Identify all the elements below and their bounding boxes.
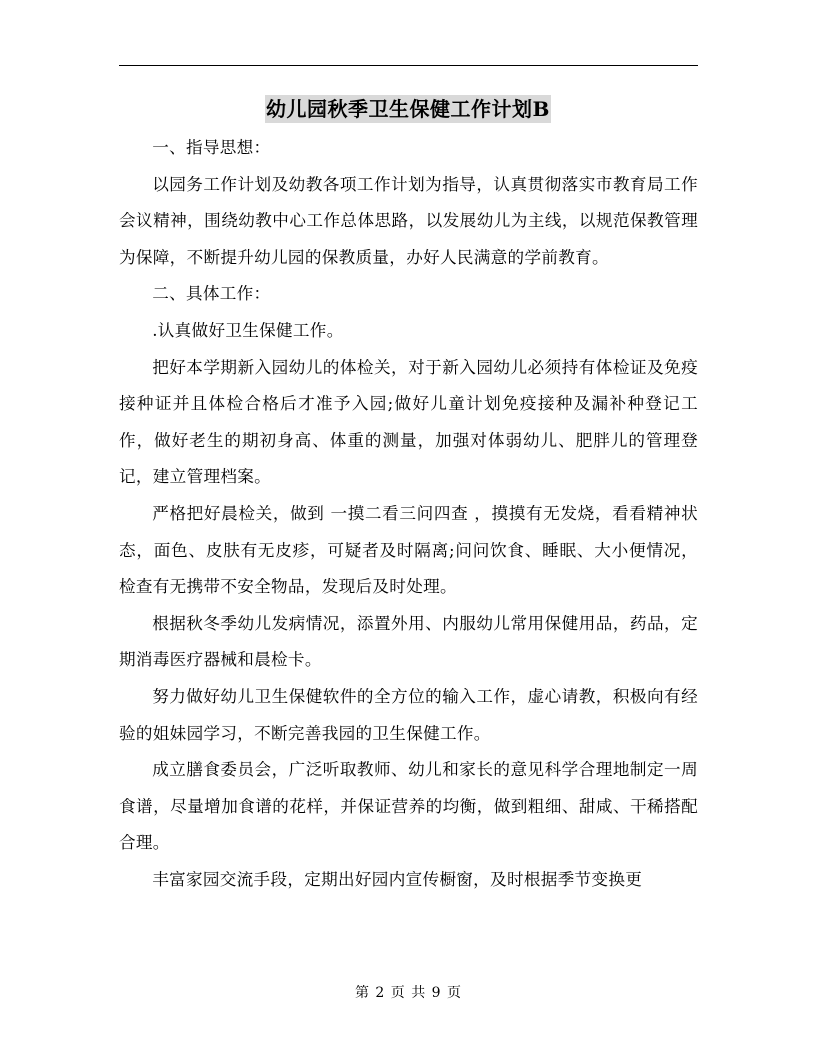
paragraph-software: 努力做好幼儿卫生保健软件的全方位的输入工作，虚心请教，积极向有经验的姐妹园学习，不断完善我园的卫生保健工作。 (119, 686, 698, 743)
paragraph-diet-committee: 成立膳食委员会，广泛听取教师、幼儿和家长的意见科学合理地制定一周食谱，尽量增加食谱的花样，并保证营养的均衡，做到粗细、甜咸、干稀搭配合理。 (119, 760, 698, 853)
paragraph-health-item: .认真做好卫生保健工作。 (152, 320, 344, 340)
paragraph-guiding-heading: 一、指导思想： (152, 138, 271, 157)
page-number: 第 2 页 共 9 页 (354, 985, 462, 1001)
document-title (0, 94, 816, 124)
paragraph-work-heading: 二、具体工作： (152, 284, 271, 304)
paragraph-morning-check: 严格把好晨检关，做到 一摸二看三问四查 ，摸摸有无发烧，看看精神状态，面色、皮肤有无皮疹，可疑者及时隔离;问问饮食、睡眠、大小便情况，检查有无携带不安全物品，发现后及时处理。 (119, 503, 698, 597)
paragraph-supplies: 根据秋冬季幼儿发病情况，添置外用、内服幼儿常用保健用品，药品，定期消毒医疗器械和晨检卡。 (119, 613, 698, 670)
header-rule (119, 65, 698, 66)
paragraph-guiding-text: 以园务工作计划及幼教各项工作计划为指导，认真贯彻落实市教育局工作会议精神，围绕幼教中心工作总体思路，以发展幼儿为主线，以规范保教管理为保障，不断提升幼儿园的保教质量，办好人民满意的学前教育。 (119, 174, 698, 267)
document-title-text: 幼儿园秋季卫生保健工作计划B (266, 97, 550, 121)
document-body (119, 130, 698, 898)
paragraph-home-school: 丰富家园交流手段，定期出好园内宣传橱窗，及时根据季节变换更 (152, 869, 643, 889)
paragraph-checkup: 把好本学期新入园幼儿的体检关，对于新入园幼儿必须持有体检证及免疫接种证并且体检合格后才准予入园;做好儿童计划免疫接种及漏补种登记工作，做好老生的期初身高、体重的测量，加强对体弱幼儿、肥胖儿的管理登记，建立管理档案。 (119, 357, 698, 487)
